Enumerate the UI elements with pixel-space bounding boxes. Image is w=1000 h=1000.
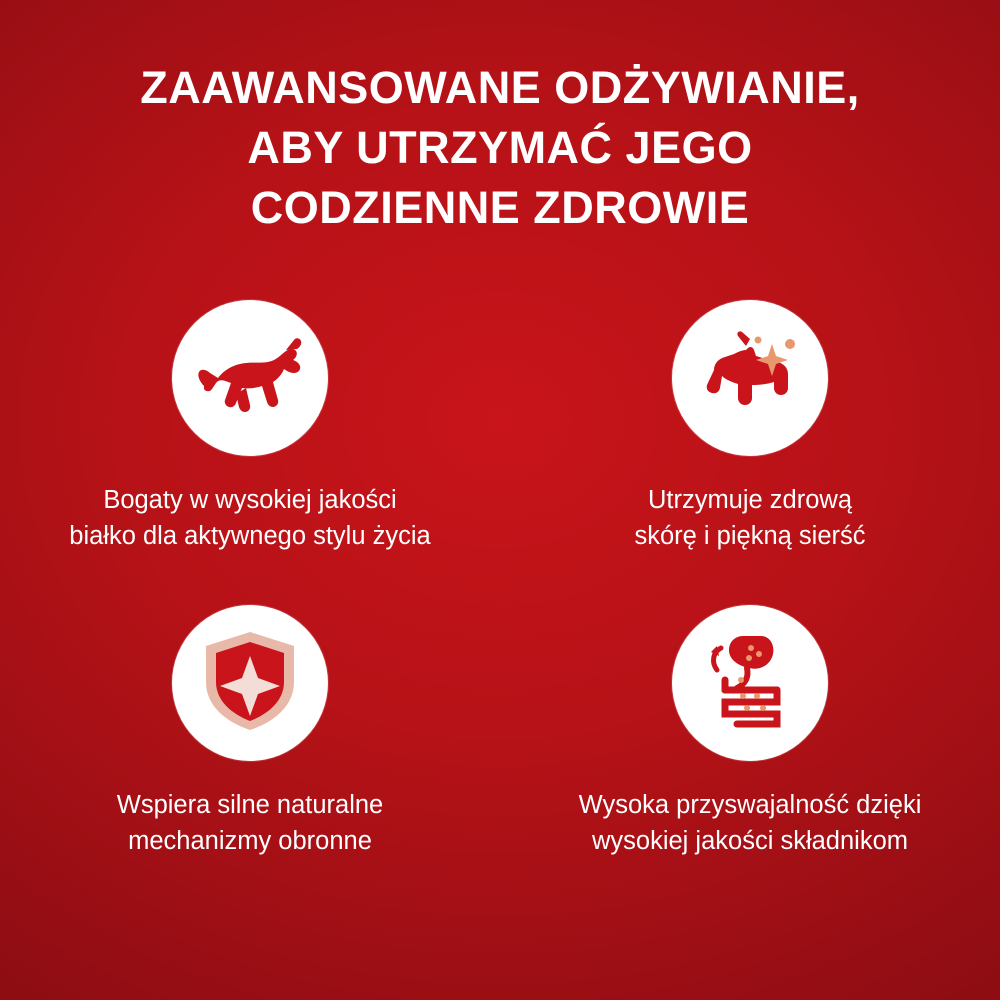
headline-line-2: ABY UTRZYMAĆ JEGO (247, 121, 753, 173)
benefit-caption-line: skórę i piękną sierść (634, 522, 866, 551)
benefit-caption-line: wysokiej jakości składnikom (591, 827, 909, 856)
benefit-caption (634, 482, 865, 554)
benefit-icon-circle (172, 300, 328, 456)
headline-line-3: CODZIENNE ZDROWIE (250, 181, 750, 233)
headline-line-1: ZAAWANSOWANE ODŻYWIANIE, (140, 62, 860, 113)
benefit-item (500, 300, 1000, 605)
benefit-caption (579, 787, 922, 859)
dog-shiny-coat-icon (690, 326, 810, 431)
benefits-grid (0, 300, 1000, 910)
benefit-caption-line: mechanizmy obronne (128, 827, 372, 856)
benefit-item (0, 300, 500, 605)
benefit-caption-line: Wysoka przyswajalność dzięki (578, 791, 922, 819)
benefit-item (0, 605, 500, 910)
benefit-icon-circle (172, 605, 328, 761)
running-dog-icon (190, 326, 310, 431)
page-title (0, 58, 1000, 238)
benefit-caption-line: białko dla aktywnego stylu życia (69, 522, 431, 551)
shield-sparkle-icon (198, 626, 302, 741)
benefit-icon-circle (672, 605, 828, 761)
benefit-caption (117, 787, 383, 859)
benefit-caption-line: Utrzymuje zdrową (647, 486, 853, 514)
benefit-caption-line: Wspiera silne naturalne (116, 791, 384, 819)
benefit-caption-line: Bogaty w wysokiej jakości (103, 486, 397, 514)
digestive-system-icon (691, 622, 809, 745)
benefit-icon-circle (672, 300, 828, 456)
benefit-item (500, 605, 1000, 910)
benefit-caption (69, 482, 430, 554)
